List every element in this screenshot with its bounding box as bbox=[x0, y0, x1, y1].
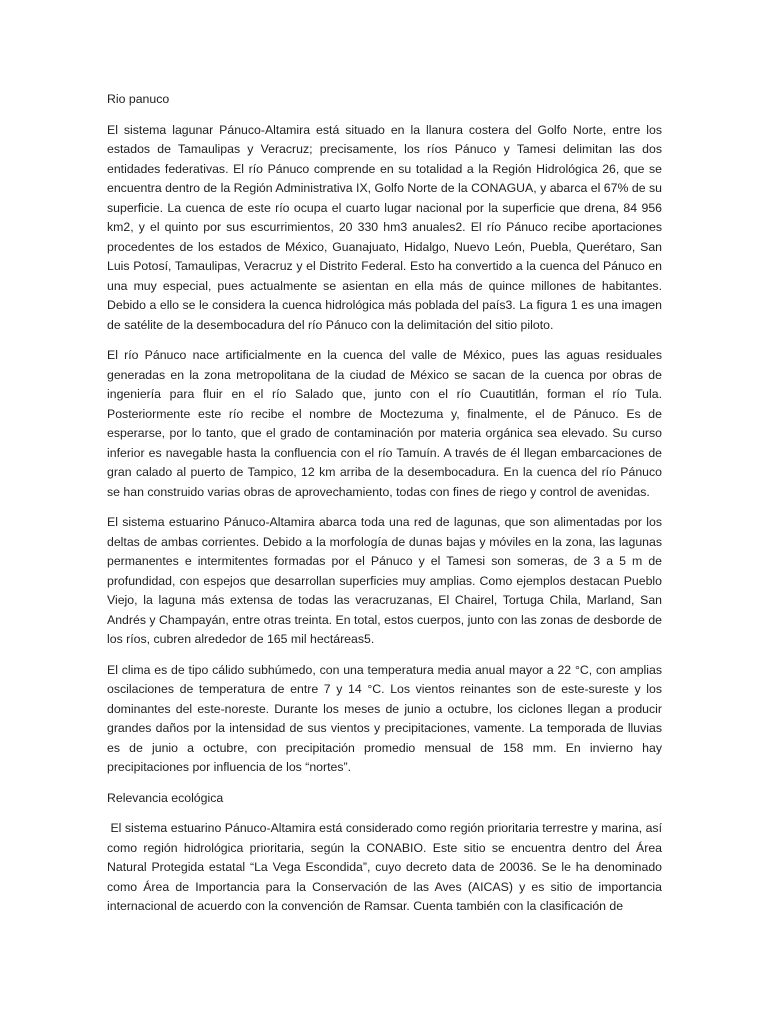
paragraph-1: El sistema lagunar Pánuco-Altamira está situado en la llanura costera del Golfo Norte, entre los estados de Tamaulipas y Veracruz; precisamente, los ríos Pánuco y Tamesi delimitan las dos entidades federativas. El río Pánuco comprende en su totalidad a la Región Hidrológica 26, que se encuentra dentro de la Región Administrativa IX, Golfo Norte de la CONAGUA, y abarca el 67% de su superficie. La cuenca de este río ocupa el cuarto lugar nacional por la superficie que drena, 84 956 km2, y el quinto por sus escurrimientos, 20 330 hm3 anuales2. El río Pánuco recibe aportaciones procedentes de los estados de México, Guanajuato, Hidalgo, Nuevo León, Puebla, Querétaro, San Luis Potosí, Tamaulipas, Veracruz y el Distrito Federal. Esto ha convertido a la cuenca del Pánuco en una muy especial, pues actualmente se asientan en ella más de quince millones de habitantes. Debido a ello se le considera la cuenca hidrológica más poblada del país3. La figura 1 es una imagen de satélite de la desembocadura del río Pánuco con la delimitación del sitio piloto. bbox=[107, 122, 666, 332]
document-body bbox=[107, 90, 666, 928]
document-title: Rio panuco bbox=[107, 92, 170, 106]
paragraph-4: El clima es de tipo cálido subhúmedo, con una temperatura media anual mayor a 22 °C, con amplias oscilaciones de temperatura de entre 7 y 14 °C. Los vientos reinantes son de este-sureste y los dominantes del este-noreste. Durante los meses de junio a octubre, los ciclones llegan a producir grandes daños por la intensidad de sus vientos y precipitaciones, vamente. La temporada de lluvias es de junio a octubre, con precipitación promedio mensual de 158 mm. En invierno hay precipitaciones por influencia de los “nortes”. bbox=[107, 662, 666, 774]
section-heading: Relevancia ecológica bbox=[107, 790, 224, 805]
paragraph-3: El sistema estuarino Pánuco-Altamira abarca toda una red de lagunas, que son alimentadas por los deltas de ambas corrientes. Debido a la morfología de dunas bajas y móviles en la zona, las lagunas permanentes e intermitentes formadas por el Pánuco y el Tamesi son someras, de 3 a 5 m de profundidad, con espejos que desarrollan superficies muy amplias. Como ejemplos destacan Pueblo Viejo, la laguna más extensa de todas las veracruzanas, El Chairel, Tortuga Chila, Marland, San Andrés y Champayán, entre otras treinta. En total, estos cuerpos, junto con las zonas de desborde de los ríos, cubren alrededor de 165 mil hectáreas5. bbox=[107, 515, 666, 646]
paragraph-2: El río Pánuco nace artificialmente en la cuenca del valle de México, pues las aguas residuales generadas en la zona metropolitana de la ciudad de México se sacan de la cuenca por obras de ingeniería para fluir en el río Salado que, junto con el río Cuautitlán, forman el río Tula. Posteriormente este río recibe el nombre de Moctezuma y, finalmente, el de Pánuco. Es de esperarse, por lo tanto, que el grado de contaminación por materia orgánica sea elevado. Su curso inferior es navegable hasta la confluencia con el río Tamuín. A través de él llegan embarcaciones de gran calado al puerto de Tampico, 12 km arriba de la desembocadura. En la cuenca del río Pánuco se han construido varias obras de aprovechamiento, todas con fines de riego y control de avenidas. bbox=[107, 348, 666, 499]
section-paragraph: El sistema estuarino Pánuco-Altamira está considerado como región prioritaria terrestre y marina, así como región hidrológica prioritaria, según la CONABIO. Este sitio se encuentra dentro del Área Natural Protegida estatal “La Vega Escondida”, cuyo decreto data de 20036. Se le ha denominado como Área de Importancia para la Conservación de las Aves (AICAS) y es sitio de importancia internacional de acuerdo con la convención de Ramsar. Cuenta también con la clasificación de bbox=[107, 821, 666, 913]
